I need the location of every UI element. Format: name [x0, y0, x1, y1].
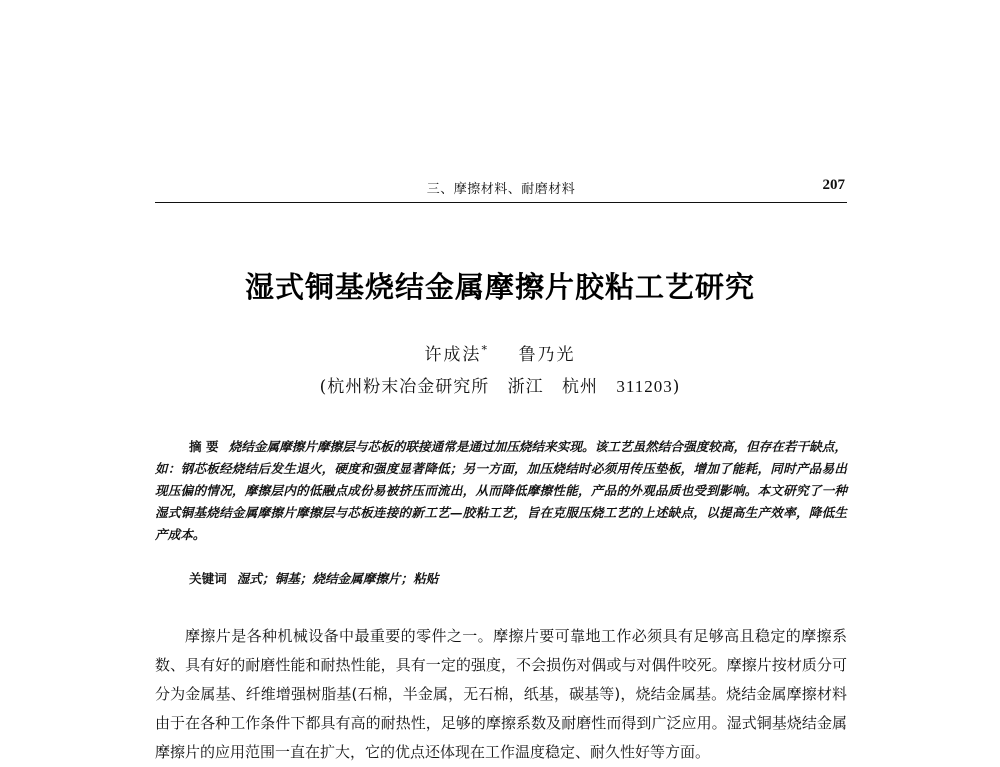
affiliation-open-paren: ( — [319, 377, 328, 397]
abstract-text: 烧结金属摩擦片摩擦层与芯板的联接通常是通过加压烧结来实现。该工艺虽然结合强度较高，但存在若干缺点，如：钢芯板经烧结后发生退火，硬度和强度显著降低；另一方面，加压烧结时必须用传压垫板，增加了能耗，同时产品易出现压偏的情况，摩擦层内的低融点成份易被挤压而流出，从而降低摩擦性能，产品的外观品质也受到影响。本文研究了一种湿式铜基烧结金属摩擦片摩擦层与芯板连接的新工艺—胶粘工艺，旨在克服压烧工艺的上述缺点，以提高生产效率，降低生产成本。 — [155, 439, 847, 542]
abstract-label: 摘 要 — [189, 439, 219, 454]
affiliation-city: 杭州 — [562, 377, 599, 397]
corresponding-author-mark: * — [481, 343, 489, 357]
author-name: 许成法 — [424, 345, 482, 365]
author-name: 鲁乃光 — [518, 345, 576, 365]
keywords-label: 关键词 — [189, 571, 227, 586]
page-number: 207 — [822, 177, 845, 193]
keywords — [189, 568, 829, 587]
abstract — [155, 436, 847, 546]
author-list — [0, 340, 1000, 365]
running-header — [155, 176, 847, 203]
body-paragraph: 摩擦片是各种机械设备中最重要的零件之一。摩擦片要可靠地工作必须具有足够高且稳定的摩擦系数、具有好的耐磨性能和耐热性能，具有一定的强度，不会损伤对偶或与对偶件咬死。摩擦片按材质分可分为金属基、纤维增强树脂基(石棉，半金属，无石棉，纸基，碳基等)，烧结金属基。烧结金属摩擦材料由于在各种工作条件下都具有高的耐热性，足够的摩擦系数及耐磨性而得到广泛应用。湿式铜基烧结金属摩擦片的应用范围一直在扩大，它的优点还体现在工作温度稳定、耐久性好等方面。 — [155, 627, 847, 761]
affiliation-close-paren: ) — [672, 377, 681, 397]
keywords-text: 湿式；铜基；烧结金属摩擦片；粘贴 — [236, 571, 439, 586]
section-title: 三、摩擦材料、耐磨材料 — [426, 182, 576, 197]
paper-title: 湿式铜基烧结金属摩擦片胶粘工艺研究 — [244, 270, 755, 304]
affiliation-org: 杭州粉末冶金研究所 — [327, 377, 490, 397]
affiliation-postcode: 311203 — [616, 377, 673, 396]
affiliation-province: 浙江 — [507, 377, 544, 397]
affiliation — [0, 372, 1000, 397]
